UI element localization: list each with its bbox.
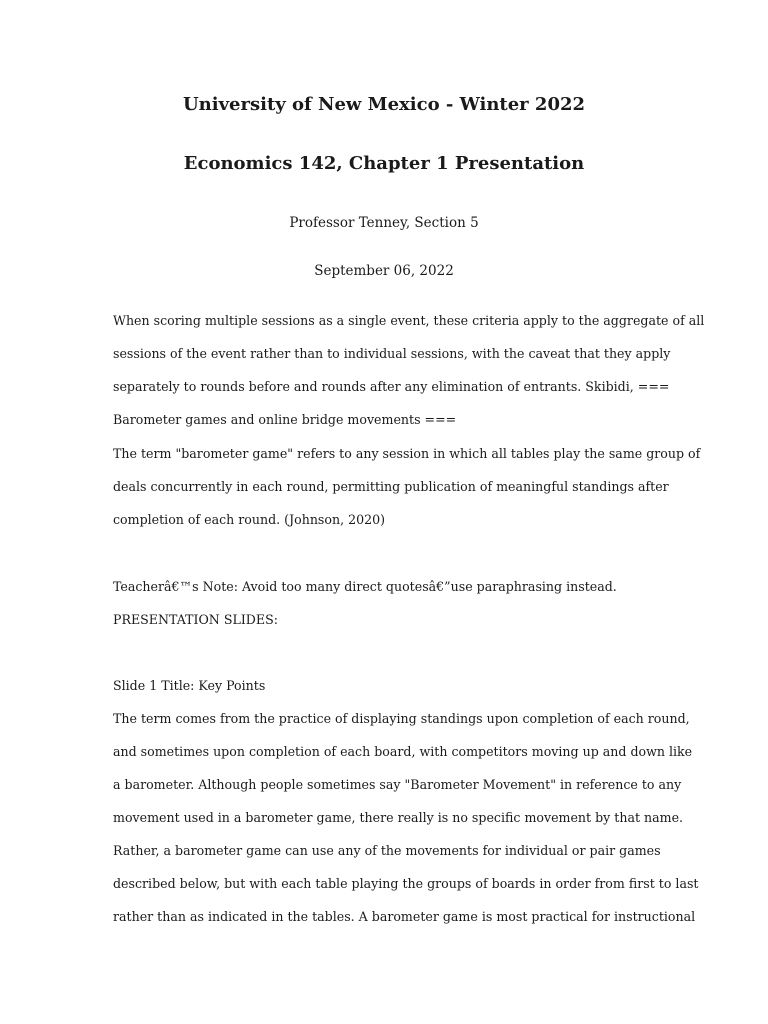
teacher-note: Teacherâ€™s Note: Avoid too many direct quotesâ€”use paraphrasing instead. [113, 579, 617, 594]
document-subtitle-heading: Economics 142, Chapter 1 Presentation [183, 153, 585, 174]
paragraph-line: Barometer games and online bridge movements === [113, 412, 457, 427]
paragraph-line: separately to rounds before and rounds after any elimination of entrants. Skibidi, === [113, 379, 670, 394]
slides-heading: PRESENTATION SLIDES: [113, 612, 278, 627]
slide-1-title: Slide 1 Title: Key Points [113, 678, 266, 693]
paragraph-line: completion of each round. (Johnson, 2020) [113, 512, 386, 527]
paragraph-2 [113, 437, 701, 536]
paragraph-line: sessions of the event rather than to individual sessions, with the caveat that they apply [113, 346, 671, 361]
paragraph-line: When scoring multiple sessions as a single event, these criteria apply to the aggregate of all [113, 313, 705, 328]
paragraph-line: described below, but with each table playing the groups of boards in order from first to last [113, 876, 699, 891]
paragraph-line: Rather, a barometer game can use any of the movements for individual or pair games [113, 843, 661, 858]
paragraph-line: movement used in a barometer game, there really is no specific movement by that name. [113, 810, 684, 825]
paragraph-line: rather than as indicated in the tables. A barometer game is most practical for instructional [113, 909, 696, 924]
document-title: University of New Mexico - Winter 2022 [182, 94, 586, 115]
document-date: September 06, 2022 [314, 263, 454, 279]
paragraph-line: a barometer. Although people sometimes say "Barometer Movement" in reference to any [113, 777, 682, 792]
paragraph-line: The term comes from the practice of displaying standings upon completion of each round, [113, 711, 690, 726]
paragraph-1 [113, 304, 705, 436]
professor-section: Professor Tenney, Section 5 [289, 215, 479, 231]
paragraph-line: The term "barometer game" refers to any session in which all tables play the same group of [113, 446, 701, 461]
paragraph-3 [113, 702, 699, 933]
paragraph-line: deals concurrently in each round, permitting publication of meaningful standings after [113, 479, 669, 494]
paragraph-line: and sometimes upon completion of each board, with competitors moving up and down like [113, 744, 693, 759]
